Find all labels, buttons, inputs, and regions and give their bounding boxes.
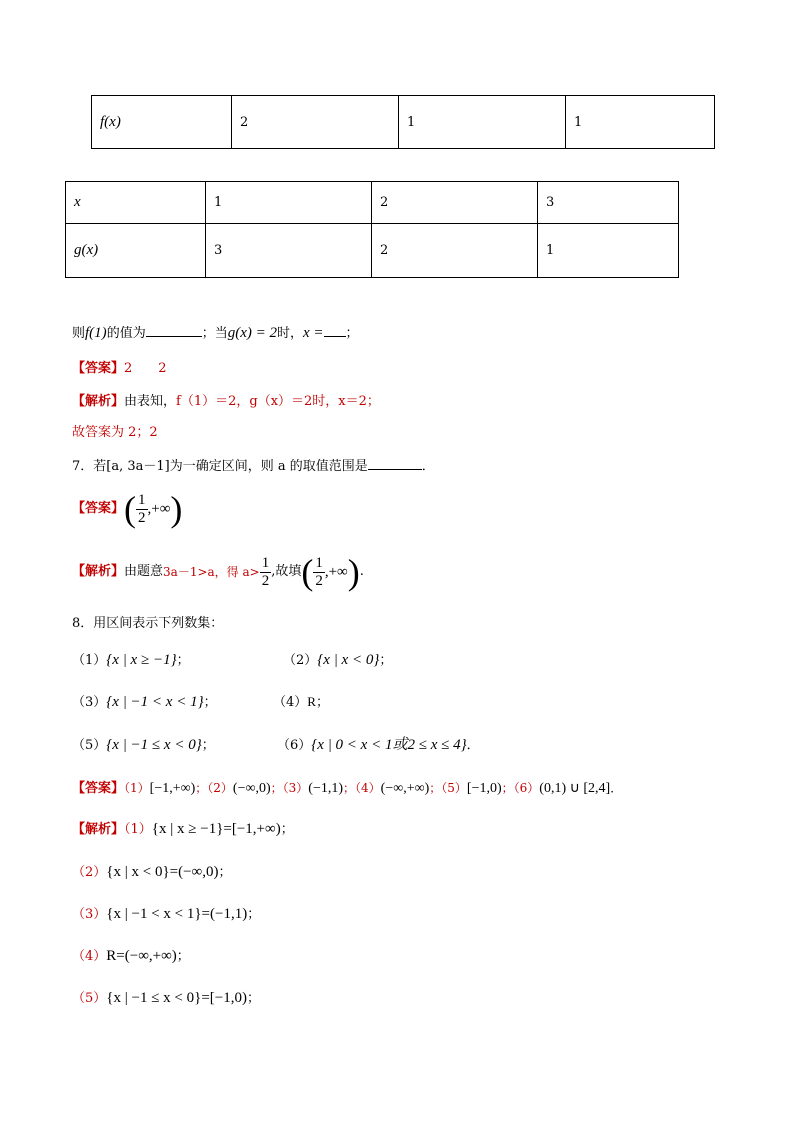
table-cell: 1 (206, 182, 372, 224)
frac-num: 1 (315, 554, 323, 571)
text: ；当 (201, 326, 228, 341)
text: ． (466, 738, 480, 753)
q6-analysis (72, 392, 380, 412)
frac-num: 1 (261, 554, 270, 571)
sep: ． (610, 781, 623, 795)
table-cell: 1 (538, 224, 679, 278)
item-num: （3） (72, 907, 107, 922)
answer-num: （4） (355, 781, 381, 795)
question-text: 8．用区间表示下列数集： (72, 616, 224, 631)
q8-item-1 (72, 650, 190, 671)
table-cell: 1 (566, 96, 715, 149)
text: . (359, 564, 364, 579)
text: ； (176, 949, 190, 964)
answer-tag: 【答案】 (72, 501, 125, 516)
item-expr: {x | x < 0} (317, 652, 380, 668)
q7-answer (72, 488, 182, 531)
answer-val: (−∞,+∞) (380, 781, 430, 796)
analysis-highlight: 3a－1>a，得 a> (163, 565, 260, 579)
answer-tag: 【答案】 (72, 361, 125, 376)
answer-num: （3） (282, 781, 309, 795)
text: ； (345, 326, 359, 341)
analysis-tag: 【解析】 (72, 394, 125, 409)
sep: ； (195, 781, 208, 795)
q8-item-2 (283, 650, 392, 671)
item-expr: R (307, 694, 316, 709)
q8-analysis-4 (72, 946, 190, 967)
answer-tag: 【答案】 (72, 781, 125, 796)
item-expr: {x | −1 < x < 1} (106, 694, 204, 710)
item-num: （1） (124, 822, 152, 837)
paren-left: ( (301, 552, 314, 592)
item-num: （3） (72, 695, 107, 710)
q8-item-3 (72, 692, 217, 713)
table-cell: 1 (399, 96, 566, 149)
q6-conclusion (72, 423, 158, 443)
text: 的值为 (106, 326, 146, 341)
item-num: （1） (72, 653, 107, 668)
math-x: x = (303, 325, 324, 341)
table-cell: 3 (538, 182, 679, 224)
fraction (260, 555, 272, 590)
analysis-highlight: f（1）＝2，g（x）＝2时，x＝2； (176, 394, 380, 409)
item-num: （4） (72, 949, 107, 964)
answer-tail: ,+∞ (324, 564, 348, 580)
table-row (66, 224, 679, 278)
analysis-expr: {x | −1 ≤ x < 0}=[−1,0) (106, 990, 247, 1006)
sep: ； (501, 781, 514, 795)
question-text: 7．若[a, 3a－1]为一确定区间，则 a 的取值范围是 (72, 459, 368, 474)
item-expr: {x | −1 ≤ x < 0} (106, 737, 202, 753)
table-cell: 2 (232, 96, 399, 149)
item-num: （6） (277, 738, 312, 753)
table-gx (65, 181, 679, 278)
analysis-tag: 【解析】 (72, 822, 125, 837)
text: ； (315, 695, 329, 710)
analysis-expr: {x | x < 0}=(−∞,0) (106, 864, 219, 880)
frac-den: 2 (261, 572, 270, 589)
table-cell: 2 (372, 224, 538, 278)
text: ； (280, 822, 294, 837)
table-cell-label: x (66, 182, 206, 224)
q8-answer (72, 778, 622, 799)
item-expr: {x | 0 < x < 1或2 ≤ x ≤ 4} (311, 737, 467, 753)
text: ． (421, 459, 435, 474)
text: 由题意 (124, 564, 164, 579)
item-num: （2） (72, 865, 107, 880)
sep: ； (270, 781, 283, 795)
q8-analysis-1 (72, 819, 294, 840)
analysis-expr: {x | x ≥ −1}=[−1,+∞) (151, 821, 281, 837)
q6-question (72, 322, 359, 344)
frac-den: 2 (315, 572, 323, 589)
analysis-expr: {x | −1 < x < 1}=(−1,1) (106, 906, 248, 922)
q8-analysis-5 (72, 988, 260, 1009)
answer-val: (−1,1) (308, 781, 344, 796)
item-num: （2） (283, 653, 318, 668)
q8-item-4 (273, 692, 329, 713)
text: ； (218, 865, 232, 880)
table-row (66, 182, 679, 224)
text: 则 (72, 326, 86, 341)
analysis-expr: R=(−∞,+∞) (106, 948, 177, 964)
text: ； (379, 653, 393, 668)
answer-blank[interactable] (146, 322, 202, 337)
text: ,故填 (271, 564, 302, 579)
text: ； (203, 695, 217, 710)
q8-item-5 (72, 735, 215, 756)
q8-analysis-3 (72, 904, 260, 925)
answer-num: （1） (124, 781, 150, 795)
paren-right: ) (347, 552, 360, 592)
q8-title (72, 614, 223, 634)
answer-val: [−1,+∞) (149, 781, 196, 796)
math-f1: f(1) (85, 325, 107, 341)
text: ； (176, 653, 190, 668)
fraction (136, 492, 148, 527)
paren-left: ( (124, 489, 137, 529)
table-cell-label: f(x) (92, 96, 232, 149)
item-expr: {x | x ≥ −1} (106, 652, 177, 668)
text: ； (247, 991, 261, 1006)
q6-answer (72, 359, 167, 379)
sep: ； (343, 781, 356, 795)
q7-question (72, 455, 435, 477)
answer-val: (−∞,0) (232, 781, 271, 796)
answer-val: (0,1) ∪ [2,4] (539, 781, 611, 796)
text: 时， (277, 326, 304, 341)
conclusion-text: 故答案为 2；2 (72, 425, 158, 440)
table-cell-label: g(x) (66, 224, 206, 278)
item-num: （4） (273, 695, 308, 710)
table-cell: 2 (372, 182, 538, 224)
text: ； (247, 907, 261, 922)
answer-val: [−1,0) (466, 781, 502, 796)
analysis-text: 由表知， (124, 394, 177, 409)
answer-num: （2） (207, 781, 233, 795)
answer-tail: ,+∞ (147, 501, 171, 517)
q7-analysis (72, 551, 364, 594)
text: ； (201, 738, 215, 753)
math-gx: g(x) = 2 (227, 325, 277, 341)
table-row (92, 96, 715, 149)
item-num: （5） (72, 991, 107, 1006)
table-cell: 3 (206, 224, 372, 278)
paren-right: ) (170, 489, 183, 529)
answer-num: （6） (513, 781, 540, 795)
answer-blank[interactable] (324, 322, 346, 337)
frac-den: 2 (138, 509, 146, 526)
answer-num: （5） (441, 781, 467, 795)
frac-num: 1 (138, 491, 146, 508)
table-fx (91, 95, 715, 149)
q8-analysis-2 (72, 862, 232, 883)
answer-blank[interactable] (368, 455, 422, 470)
q8-item-6 (277, 735, 480, 756)
item-num: （5） (72, 738, 107, 753)
fraction (313, 555, 325, 590)
sep: ； (429, 781, 442, 795)
analysis-tag: 【解析】 (72, 564, 125, 579)
answer-text: 2 2 (124, 361, 167, 376)
